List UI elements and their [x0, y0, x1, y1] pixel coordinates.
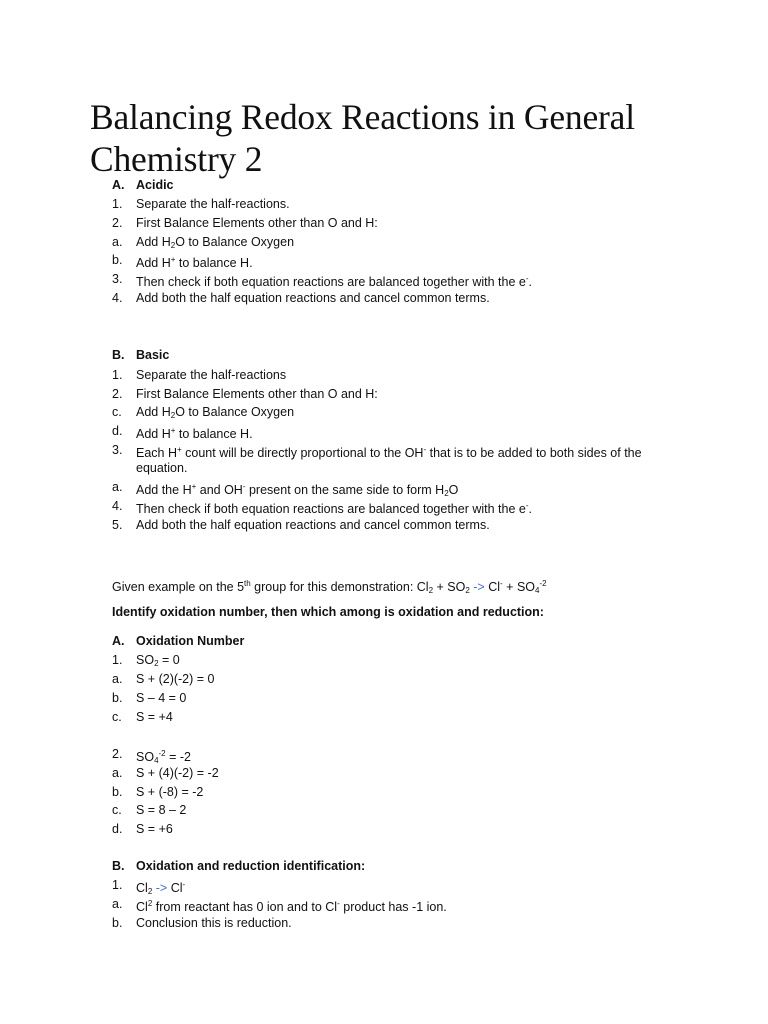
title-line-1: Balancing Redox Reactions in General [90, 97, 635, 137]
document-page: Balancing Redox Reactions in General Chemistry 2 A. Acidic 1. Separate the half-reactions. 2. First Balance Elements other than O and H: a. Add $H_2O$ to Balance Oxygen b. Add H+ to balance H. 3. Then check if both equation reactions are balanced together with the e-. 4. Add both the half equation reactions and cancel common terms. B. Basic 1. Separate the half-reactions 2. First Balance Elements other than O and H: c. Add $H_2O$ to Balance Oxygen d. Add H+ to balance H. 3. Each H+ count will be directly proportional to the OH- that is to be added to both sides of the equation. a. Add the H+ and OH- present on the same side to form $H_2O$ 4. Then check if both equation reactions are balanced together with the e-. 5. Add both the half equation reactions and cancel common terms. Given example on the 5th group for this demonstration: $Cl_2 + SO_2 -> Cl^- + SO_4^{-2}$ Identify oxidation number, then which among is oxidation and reduction: A. Oxidation Number 1. $SO_2 = 0$ a. S + (2)(-2) = 0 b. S – 4 = 0 c. S = +4 2. $SO_4^{-2} = -2$ a. S + (4)(-2) = -2 b. S + (-8) = -2 c. S = 8 – 2 d. S = +6 B. Oxidation and reduction identification: 1. $Cl_2 -> Cl^-$ a. Cl$^2$ from reactant has 0 ion and to Cl- product has -1 ion. b. Conclusion this is reduction. [0, 0, 768, 1024]
document-title [90, 96, 710, 180]
arrow-symbol: -> [152, 881, 171, 895]
arrow-symbol: -> [469, 580, 489, 594]
title-line-2: Chemistry 2 [90, 139, 263, 179]
